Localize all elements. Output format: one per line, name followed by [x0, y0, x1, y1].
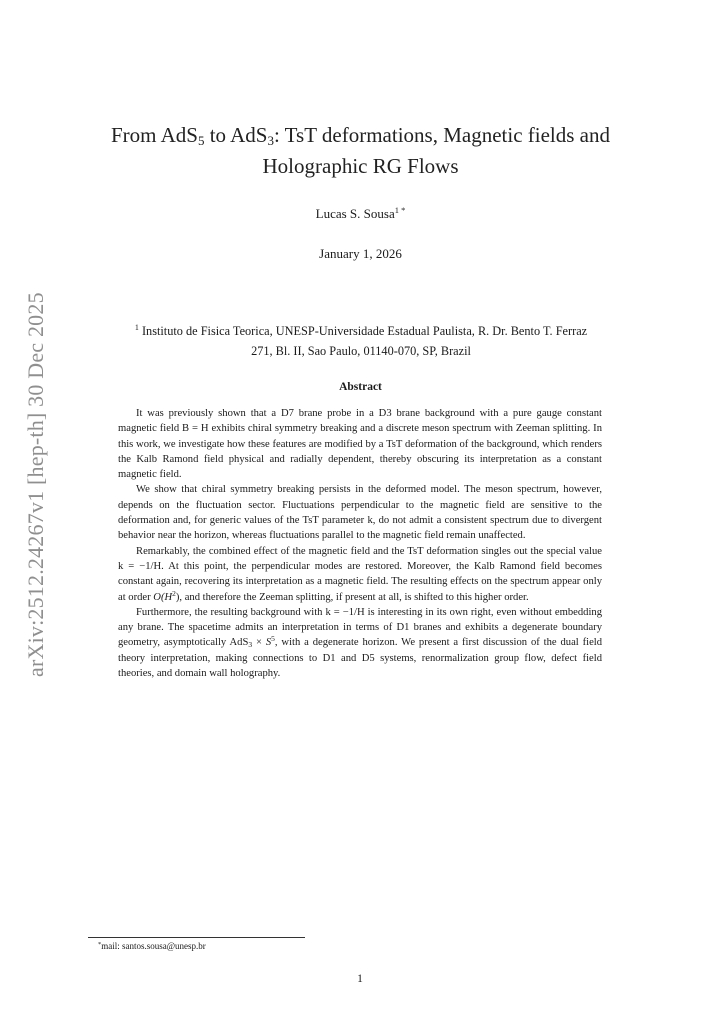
p4-text-a: Furthermore, the resulting background with k = − [136, 606, 349, 618]
author-marks: 1 * [394, 205, 406, 215]
arxiv-identifier-stamp: arXiv:2512.24267v1 [hep-th] 30 Dec 2025 [23, 292, 48, 678]
abstract-paragraph-2: We show that chiral symmetry breaking persists in the deformed model. The meson spectrum, however, depends on the fluctuation sector. Fluctuations perpendicular to the magnetic field are sensitive to the deformation and, for generic values of the TsT parameter k, do not admit a consistent spectrum due to divergent behavior near the horizon, whereas fluctuations parallel to the magnetic field remain unaffected. [118, 484, 602, 542]
p4-sub: 3 [248, 640, 253, 650]
p3-text-c: , and therefore the Zeeman splitting, if present at all, is shifted to this higher order. [179, 591, 529, 603]
abstract-paragraph-1: It was previously shown that a D7 brane probe in a D3 brane background with a pure gauge constant magnetic field B = H exhibits chiral symmetry breaking and a discrete meson spectrum with Zeeman splitting. In this work, we investigate how these features are modified by a TsT deformation of the background, which renders the Kalb Ramond field physical and radially dependent, thereby obscuring its interpretation as a constant magnetic field. [118, 408, 602, 481]
page-number: 1 [357, 973, 363, 985]
p3-text-a: Remarkably, the combined effect of the magnetic field and the TsT deformation singles out the special value k = − [118, 545, 602, 572]
title-part-2: to AdS [204, 123, 268, 147]
p3-order: O(H [153, 591, 173, 603]
abstract-heading: Abstract [339, 381, 382, 393]
title-part-3: : TsT deformations, Magnetic fields and [273, 123, 610, 147]
footnote-text: mail: santos.sousa@unesp.br [101, 941, 206, 951]
footnote [98, 941, 498, 951]
title-sub-2: 3 [267, 133, 274, 148]
paper-date: January 1, 2026 [319, 246, 402, 261]
p3-order-sup: 2 [172, 588, 176, 598]
p3-fraction: 1/H [145, 560, 162, 572]
author-name: Lucas S. Sousa [315, 206, 395, 221]
affiliation-line-2: 271, Bl. II, Sao Paulo, 01140-070, SP, Brazil [251, 344, 471, 358]
author-line [90, 206, 631, 222]
p4-sphere: S [265, 637, 272, 649]
footnote-rule [88, 937, 305, 938]
abstract-paragraph-4 [118, 605, 602, 681]
p4-text-b: is interesting in its own right, even without embedding any brane. The spacetime admits an interpretation in terms of D1 branes and exhibits a degenerate boundary geometry, asymptotically AdS [118, 606, 602, 649]
p4-sup: 5 [271, 634, 275, 644]
affiliation-line-1: Instituto de Fisica Teorica, UNESP-Universidade Estadual Paulista, R. Dr. Bento T. Ferraz [138, 324, 588, 338]
affiliation-mark: 1 [134, 323, 139, 332]
p4-text-d: , with a degenerate horizon. We present a first discussion of the dual field theory interpretation, making connections to D1 and D5 systems, renormalization group flow, defect field theories, and domain wall holography. [118, 637, 603, 680]
abstract-paragraph-3 [118, 544, 602, 605]
title-line-2: Holographic RG Flows [262, 154, 459, 178]
title-part-1: From AdS [110, 123, 198, 147]
title-sub-1: 5 [197, 133, 205, 148]
p3-order-close: ) [175, 591, 180, 603]
affiliation [86, 321, 636, 361]
p4-fraction: 1/H [348, 606, 365, 618]
footnote-mark: * [98, 941, 102, 948]
abstract-body [118, 406, 602, 681]
p3-text-b: . At this point, the perpendicular modes are restored. Moreover, the Kalb Ramond field becomes constant again, recovering its interpretation as a magnetic field. The resulting effects on the spectrum appear only at order [118, 560, 602, 603]
p4-times: × [252, 637, 266, 649]
paper-title [90, 120, 631, 182]
